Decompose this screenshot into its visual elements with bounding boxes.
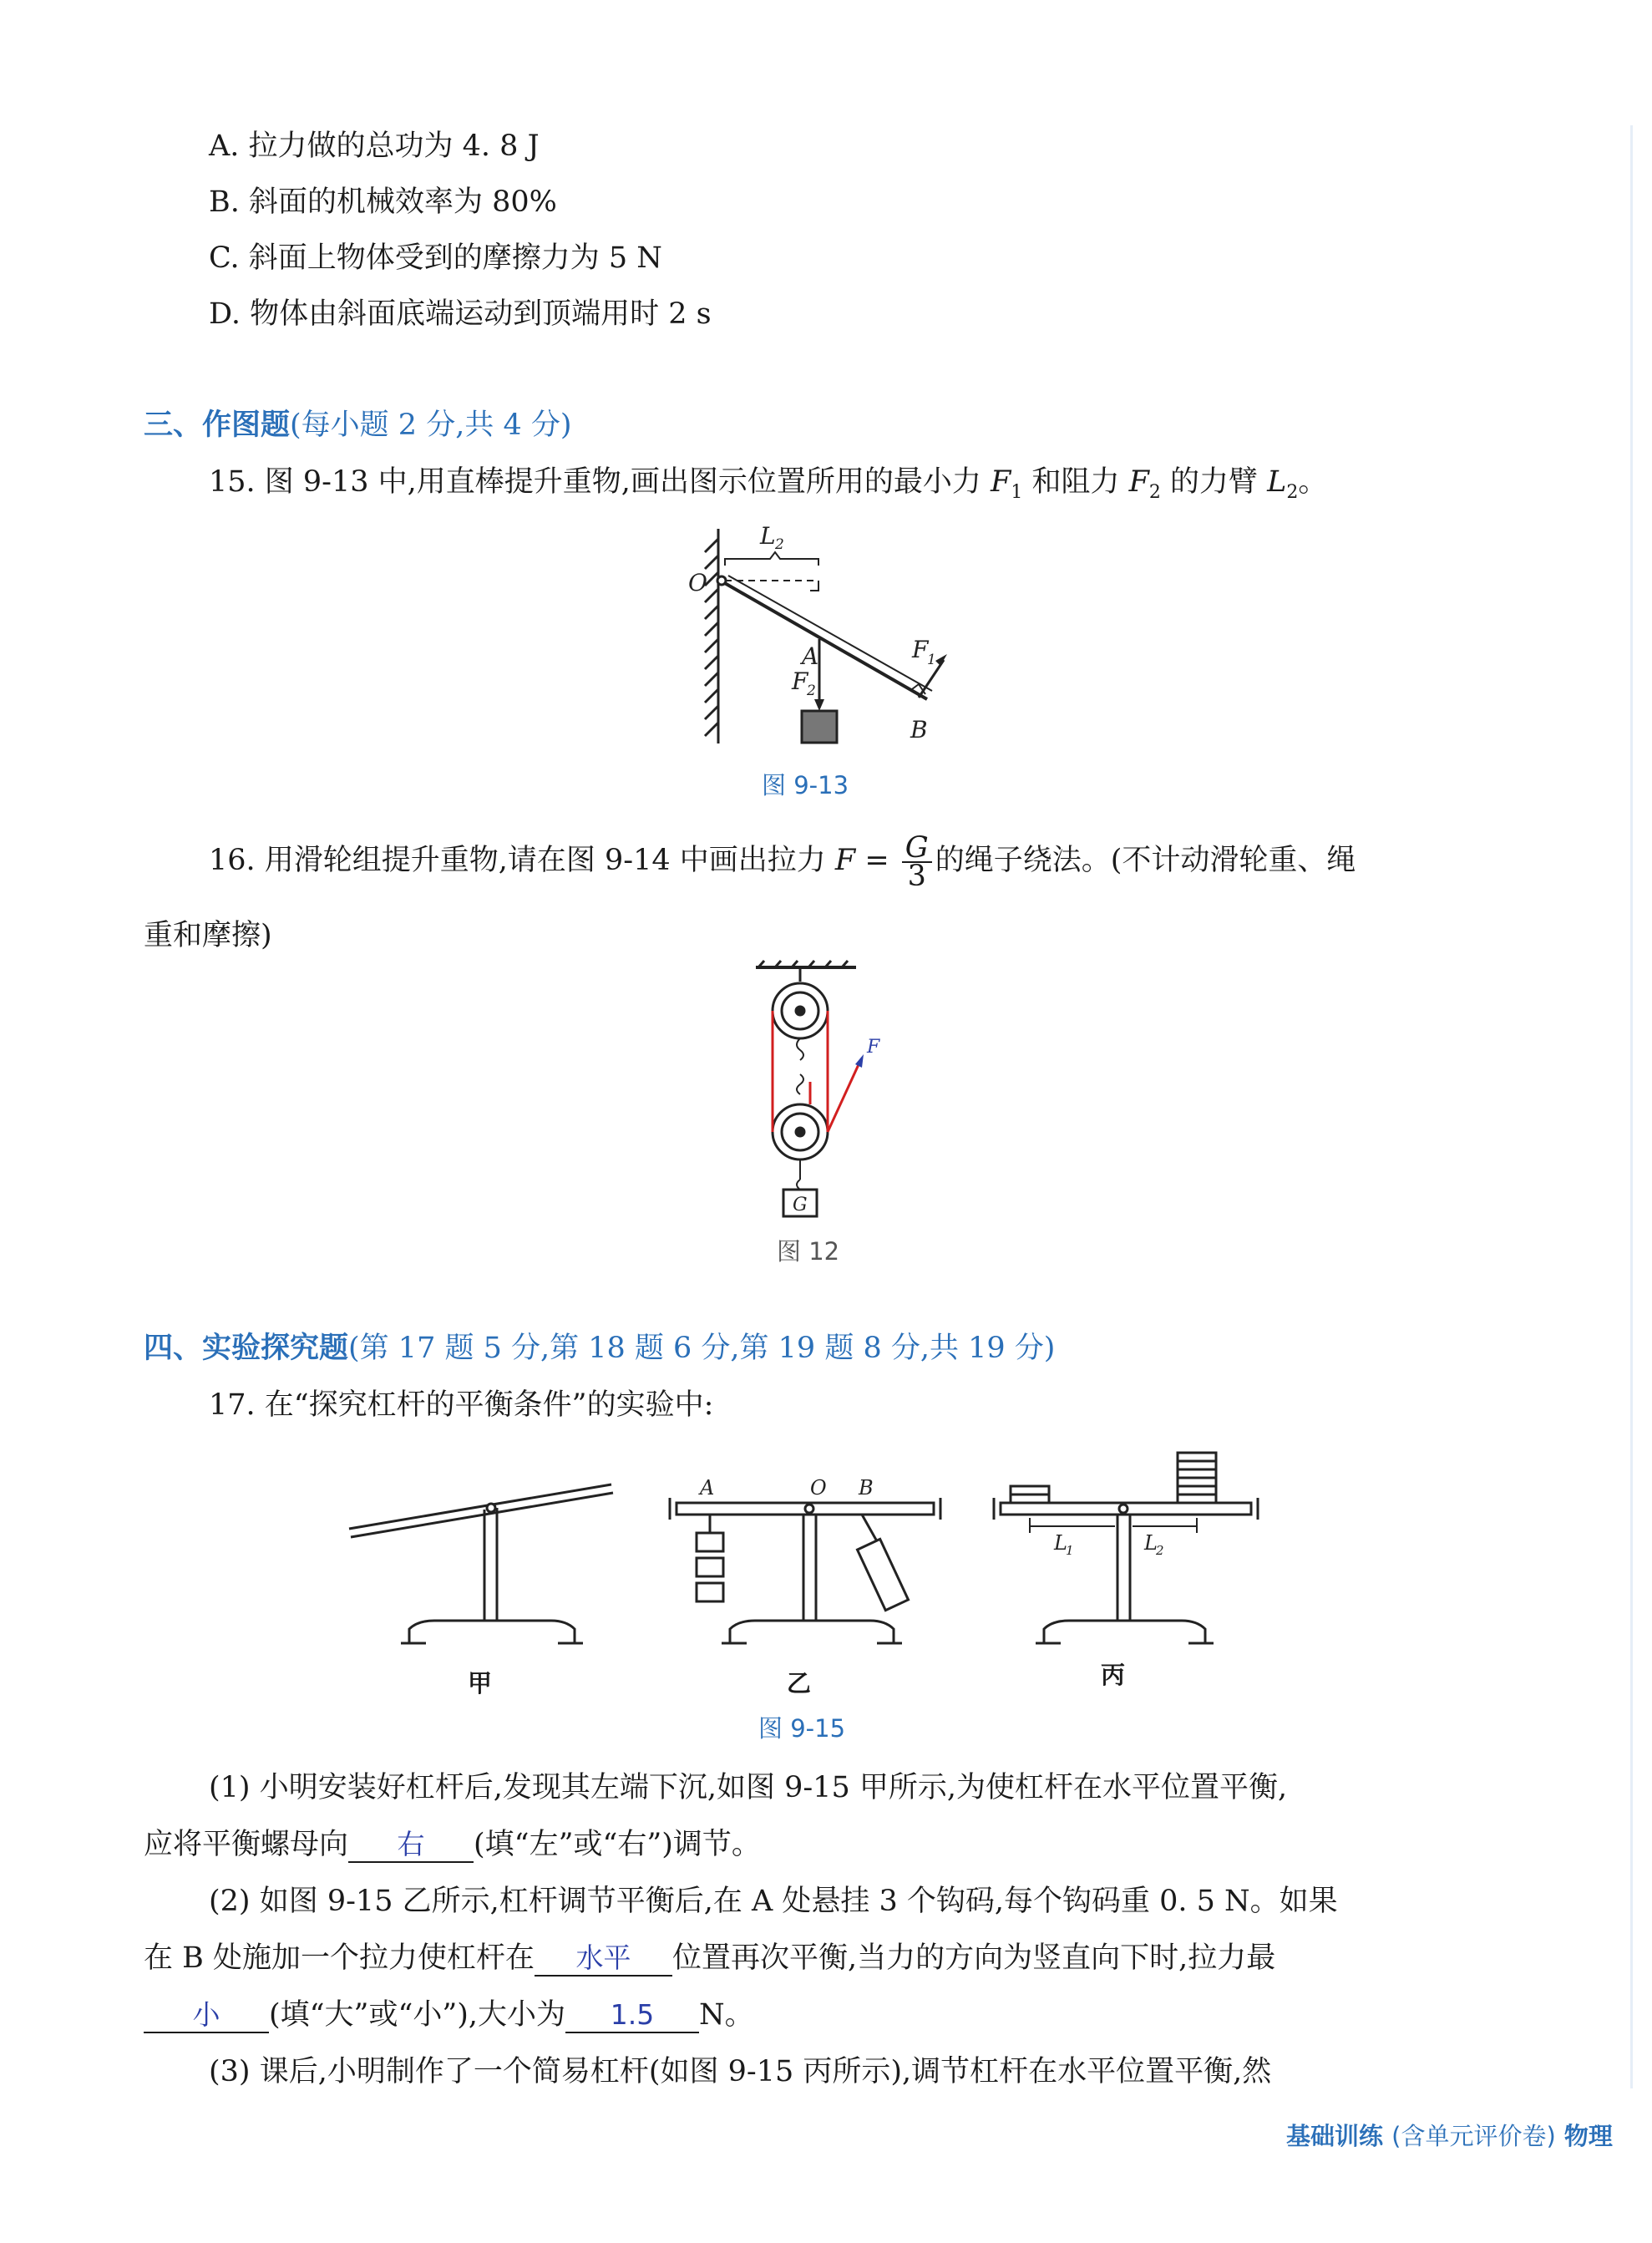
part-2-line1: (2) 如图 9-15 乙所示,杠杆调节平衡后,在 A 处悬挂 3 个钩码,每个钩码重 0. 5 N。如果	[209, 1885, 1338, 1918]
part-3-line1: (3) 课后,小明制作了一个简易杠杆(如图 9-15 丙所示),调节杠杆在水平位置平衡,然	[209, 2055, 1272, 2088]
section-4-title: 四、实验探究题	[144, 1332, 349, 1365]
footer-main: 基础训练	[1286, 2122, 1384, 2150]
fig913-label-a: A	[802, 642, 819, 670]
section-3-detail: (每小题 2 分,共 4 分)	[290, 409, 572, 442]
fig913-label-l-sub: 2	[775, 536, 784, 553]
answer-2c-blank: 1.5	[565, 1998, 699, 2033]
section-3-heading	[144, 407, 572, 444]
fig913-label-f1-sub: 1	[927, 652, 936, 668]
option-a: A. 拉力做的总功为 4. 8 J	[209, 129, 540, 163]
q15-text: 15. 图 9-13 中,用直棒提升重物,画出图示位置所用的最小力	[209, 465, 991, 499]
part-2-post: 位置再次平衡,当力的方向为竖直向下时,拉力最	[671, 1941, 1276, 1975]
fig913-label-f1: F	[912, 636, 929, 663]
fig915-label-l1: L	[1054, 1531, 1067, 1555]
fig913-label-b: B	[910, 716, 928, 743]
q16-num: G	[902, 835, 932, 863]
fig-9-13-caption: 图 9-13	[762, 771, 849, 799]
q15-l2: L	[1267, 465, 1287, 499]
q16-fraction	[902, 830, 932, 893]
fig915-stand-a	[349, 1484, 613, 1643]
part-2-line2	[144, 1940, 1275, 1977]
option-c: C. 斜面上物体受到的摩擦力为 5 N	[209, 241, 662, 275]
fig915-sub-b: 乙	[787, 1669, 812, 1697]
question-16-line2: 重和摩擦)	[144, 919, 272, 952]
fig915-label-o: O	[810, 1476, 827, 1500]
fig913-label-f2: F	[792, 667, 808, 695]
fig12-label-g: G	[793, 1195, 808, 1215]
fig915-stand-b	[670, 1498, 940, 1643]
fig913-label-o: O	[688, 569, 707, 596]
q15-mid: 和阻力	[1022, 465, 1129, 499]
question-17: 17. 在“探究杠杆的平衡条件”的实验中:	[209, 1388, 714, 1422]
q16-post: 的绳子绕法。(不计动滑轮重、绳	[935, 844, 1356, 877]
answer-2a-blank: 水平	[535, 1941, 672, 1977]
fig915-label-l2-sub: 2	[1156, 1543, 1164, 1558]
q15-f2-sub: 2	[1148, 482, 1161, 503]
answer-1-blank: 右	[348, 1828, 474, 1863]
fig12-label-f: F	[867, 1037, 880, 1058]
q16-den: 3	[907, 859, 926, 893]
section-3-title: 三、作图题	[144, 409, 291, 442]
section-4-heading	[144, 1330, 1055, 1367]
q16-text: 16. 用滑轮组提升重物,请在图 9-14 中画出拉力	[209, 844, 835, 877]
fig915-stand-c	[994, 1453, 1258, 1643]
part-1-line1: (1) 小明安装好杠杆后,发现其左端下沉,如图 9-15 甲所示,为使杠杆在水平位置平衡,	[209, 1771, 1288, 1804]
fig915-label-l2: L	[1144, 1531, 1158, 1555]
q16-eq: =	[855, 844, 899, 877]
part-2-line3	[144, 1997, 754, 2033]
fig915-label-a: A	[700, 1476, 715, 1500]
q15-f1-sub: 1	[1011, 482, 1023, 503]
fig913-label-f2-sub: 2	[807, 683, 816, 699]
question-16	[209, 830, 1356, 893]
fig915-sub-a: 甲	[468, 1669, 493, 1697]
fig-9-15-caption: 图 9-15	[758, 1714, 846, 1743]
section-4-detail: (第 17 题 5 分,第 18 题 6 分,第 19 题 8 分,共 19 分)	[348, 1332, 1056, 1365]
part-2-text: 在 B 处施加一个拉力使杠杆在	[144, 1941, 535, 1975]
page-footer	[1286, 2118, 1613, 2152]
fig915-sub-c: 丙	[1101, 1661, 1126, 1689]
part-2-end: N。	[699, 1998, 754, 2032]
q15-f2: F	[1128, 465, 1149, 499]
option-b: B. 斜面的机械效率为 80%	[209, 185, 557, 219]
fig915-label-b: B	[859, 1476, 874, 1500]
figure-9-13	[668, 522, 1002, 752]
option-d: D. 物体由斜面底端运动到顶端用时 2 s	[209, 297, 712, 331]
fig913-label-l: L	[760, 522, 776, 550]
part-1-line2	[144, 1826, 761, 1863]
q16-var: F	[834, 844, 856, 877]
figure-12-pulley	[752, 961, 885, 1261]
question-15	[209, 464, 1327, 511]
q15-l2-sub: 2	[1286, 482, 1299, 503]
fig-12-caption: 图 12	[777, 1237, 840, 1266]
part-1-text: 应将平衡螺母向	[144, 1828, 349, 1861]
part-2-mid: (填“大”或“小”),大小为	[269, 1998, 566, 2032]
answer-2b-blank: 小	[144, 1998, 269, 2033]
q15-f1: F	[991, 465, 1011, 499]
footer-paren: (含单元评价卷)	[1391, 2122, 1556, 2150]
fig915-label-l1-sub: 1	[1066, 1543, 1074, 1558]
q15-post: 的力臂	[1160, 465, 1268, 499]
part-1-post: (填“左”或“右”)调节。	[474, 1828, 761, 1861]
footer-subject: 物理	[1563, 2122, 1613, 2150]
q15-end: 。	[1298, 465, 1328, 499]
page-edge-line	[1630, 125, 1633, 2088]
